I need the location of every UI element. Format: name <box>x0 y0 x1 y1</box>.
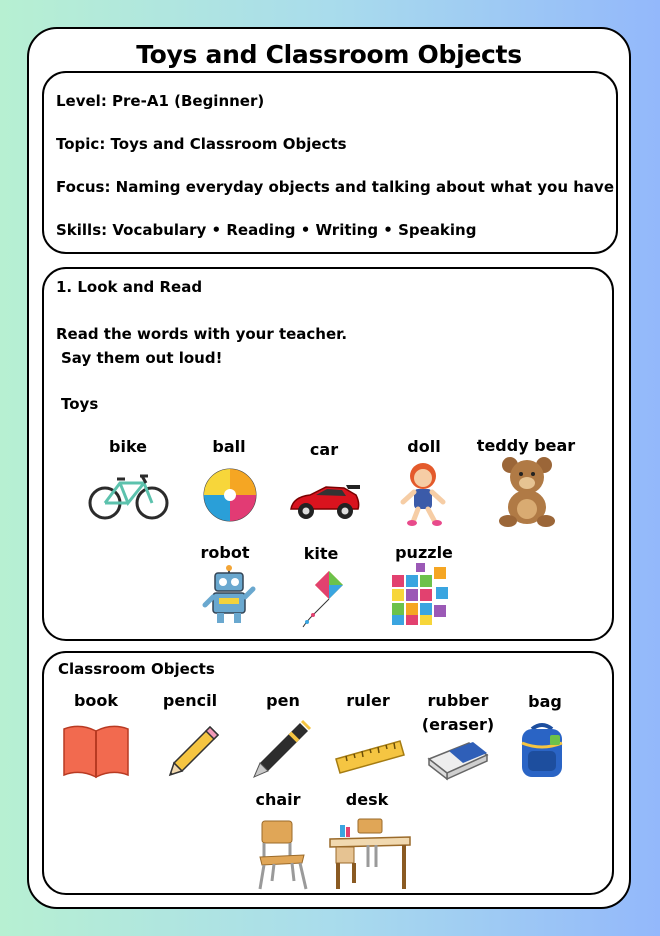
bike-icon <box>88 465 170 523</box>
classroom-word-pencil: pencil <box>162 691 218 710</box>
classroom-word-bag: bag <box>528 692 562 711</box>
teddy-bear-icon <box>496 455 558 527</box>
classroom-word-desk: desk <box>345 790 389 809</box>
toy-word-ball: ball <box>212 437 246 456</box>
desk-icon <box>328 817 412 891</box>
toy-word-robot: robot <box>200 543 250 562</box>
focus-line: Focus: Naming everyday objects and talking about what you have <box>56 178 614 196</box>
toy-word-kite: kite <box>303 544 339 563</box>
race-car-icon <box>288 479 362 523</box>
eraser-icon <box>425 739 491 781</box>
page-title: Toys and Classroom Objects <box>136 40 522 69</box>
skills-line: Skills: Vocabulary • Reading • Writing • Speaking <box>56 221 477 239</box>
ruler-icon <box>334 739 406 775</box>
beach-ball-icon <box>202 467 258 523</box>
classroom-objects-section <box>42 651 614 895</box>
toy-word-car: car <box>309 440 339 459</box>
toy-word-puzzle: puzzle <box>395 543 453 562</box>
doll-icon <box>395 462 453 528</box>
classroom-word-rubber: rubber <box>427 691 489 710</box>
classroom-word-chair: chair <box>255 790 301 809</box>
classroom-word-pen: pen <box>266 691 300 710</box>
backpack-icon <box>514 721 570 781</box>
toy-word-bike: bike <box>109 437 147 456</box>
puzzle-icon <box>390 561 456 627</box>
instruction-line-1: Read the words with your teacher. <box>56 325 348 343</box>
topic-line: Topic: Toys and Classroom Objects <box>56 135 347 153</box>
classroom-heading: Classroom Objects <box>58 660 215 678</box>
robot-icon <box>202 565 256 625</box>
section-heading: 1. Look and Read <box>56 278 203 296</box>
pen-icon <box>250 719 312 781</box>
chair-icon <box>254 817 312 891</box>
classroom-word-eraser: (eraser) <box>421 715 495 734</box>
level-line: Level: Pre-A1 (Beginner) <box>56 92 265 110</box>
info-box <box>42 71 618 254</box>
worksheet <box>27 27 631 909</box>
classroom-word-book: book <box>73 691 119 710</box>
instruction-line-2: Say them out loud! <box>61 349 223 367</box>
toy-word-doll: doll <box>407 437 441 456</box>
classroom-word-ruler: ruler <box>346 691 390 710</box>
pencil-icon <box>166 723 222 779</box>
toys-label: Toys <box>61 395 99 413</box>
look-and-read-section <box>42 267 614 641</box>
book-icon <box>60 723 132 779</box>
toy-word-teddy-bear: teddy bear <box>476 436 576 455</box>
kite-icon <box>299 569 345 629</box>
